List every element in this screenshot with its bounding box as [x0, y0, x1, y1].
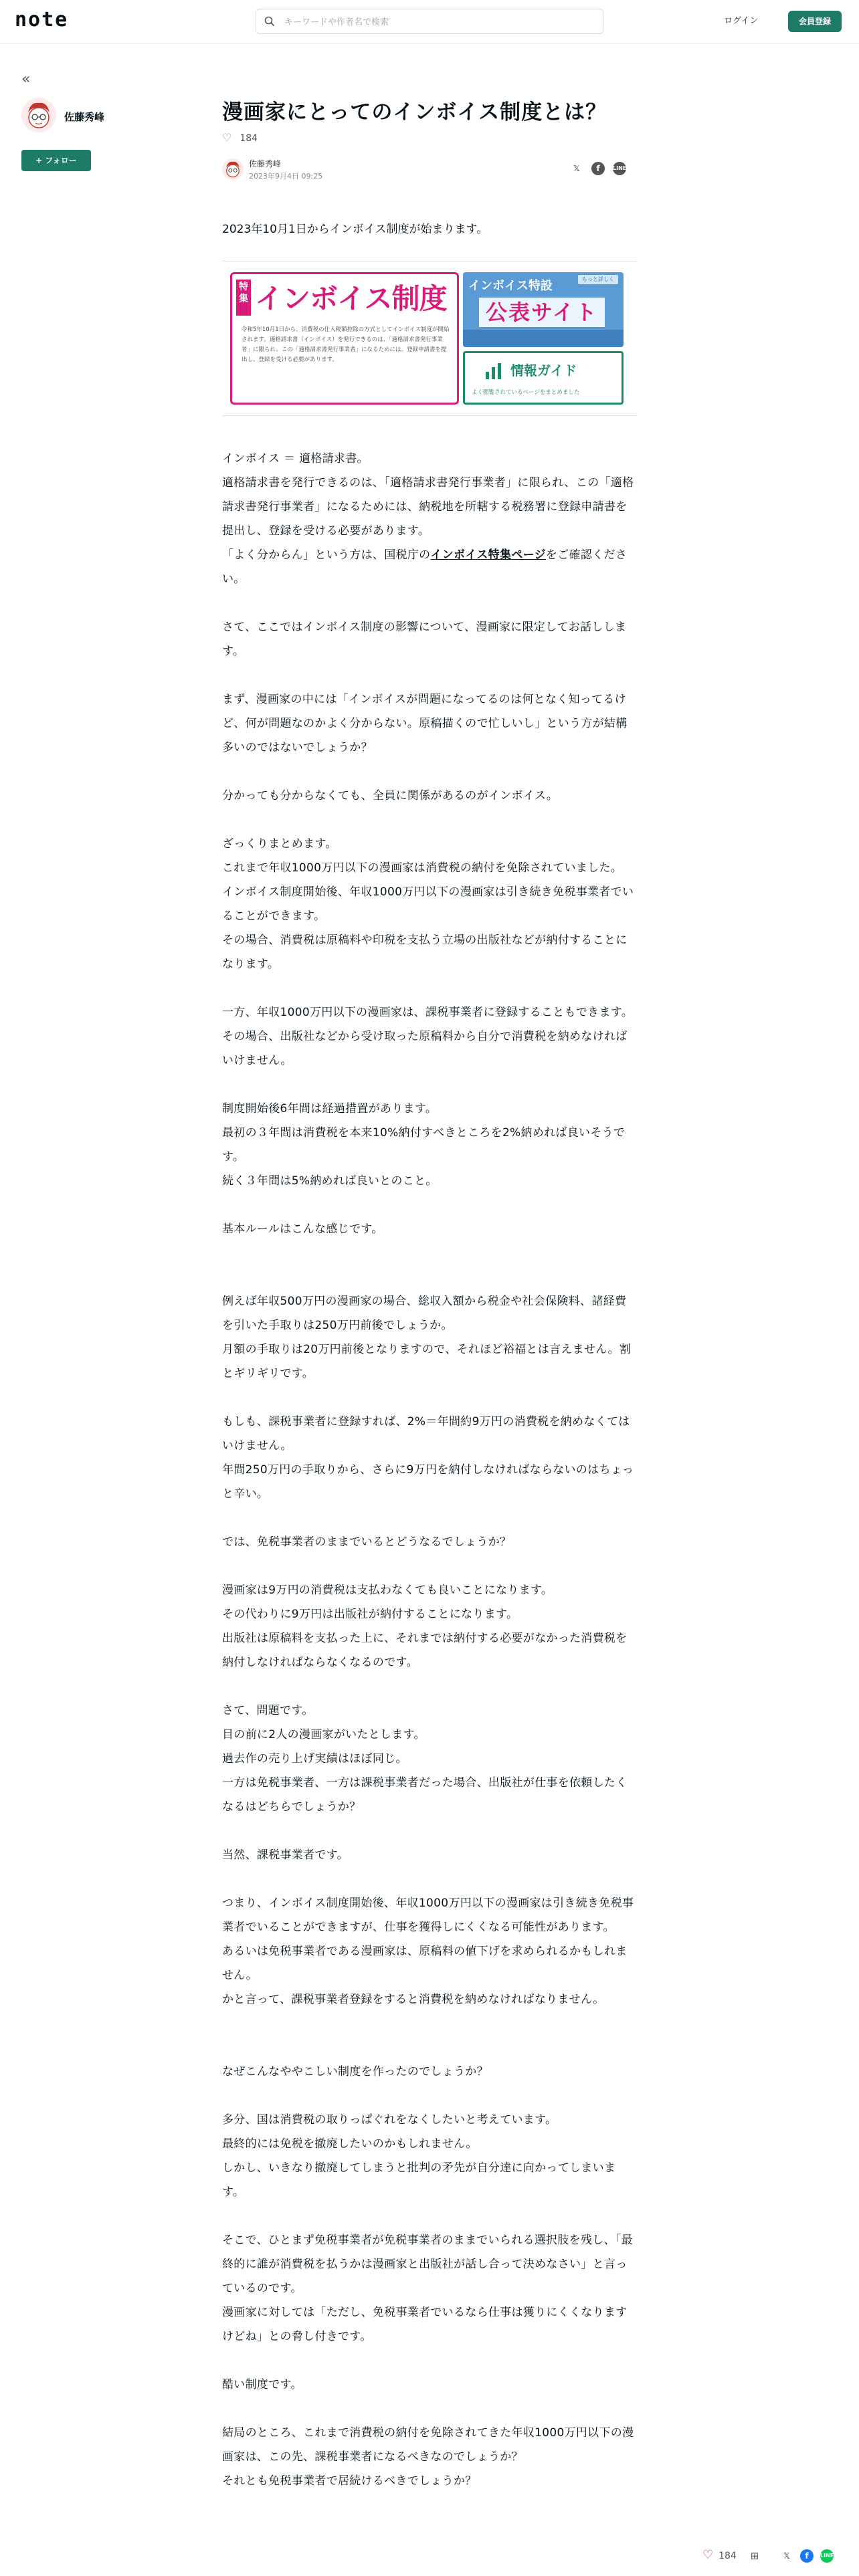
note-logo[interactable]: note — [15, 8, 69, 31]
search-icon — [264, 16, 275, 27]
paragraph: つまり、インボイス制度開始後、年収1000万円以下の漫画家は引き続き免税事業者でいることができますが、仕事を獲得しにくくなる可能性があります。 — [222, 1897, 634, 1934]
signup-button[interactable]: 会員登録 — [788, 11, 842, 32]
like-count: 184 — [240, 133, 258, 144]
paragraph: もしも、課税事業者に登録すれば、2%＝年間約9万円の消費税を納めなくてはいけません。 — [222, 1415, 630, 1453]
paragraph: 適格請求書を発行できるのは、「適格請求書発行事業者」に限られ、この「適格請求書発行事業者」になるためには、納税地を所轄する税務署に登録申請書を提出し、登録を受ける必要があります。 — [222, 476, 634, 538]
paragraph: 月額の手取りは20万円前後となりますので、それほど裕福とは言えません。割とギリギリです。 — [222, 1343, 632, 1380]
banner-guide-panel — [463, 351, 624, 405]
paragraph: 例えば年収500万円の漫画家の場合、総収入額から税金や社会保険料、諸経費を引いた手取りは250万円前後でしょうか。 — [222, 1295, 627, 1332]
invoice-banner-image[interactable] — [222, 261, 637, 416]
paragraph: 漫画家は9万円の消費税は支払わなくても良いことになります。 — [222, 1584, 553, 1597]
author-portrait-icon — [21, 98, 56, 132]
like-count: 184 — [719, 2551, 737, 2561]
paragraph: その場合、出版社などから受け取った原稿料から自分で消費税を納めなければいけません。 — [222, 1030, 628, 1067]
paragraph: しかし、いきなり撤廃してしまうと批判の矛先が自分達に向かってしまいます。 — [222, 2161, 616, 2199]
paragraph: 一方は免税事業者、一方は課税事業者だった場合、出版社が仕事を依頼したくなるはどちらでしょうか？ — [222, 1776, 628, 1814]
search-input[interactable] — [283, 13, 593, 31]
search-box[interactable] — [256, 9, 603, 34]
paragraph: インボイス制度開始後、年収1000万円以下の漫画家は引き続き免税事業者でいることができます。 — [222, 885, 634, 923]
banner-site-label: インボイス特設 — [468, 279, 553, 293]
like-count-top — [222, 131, 258, 144]
line-icon[interactable]: LINE — [613, 162, 626, 175]
heart-icon[interactable]: ♡ — [222, 131, 232, 144]
author-avatar[interactable] — [222, 158, 244, 180]
banner-guide-sub: よく閲覧されているページをまとめました — [472, 389, 580, 396]
paragraph: 過去作の売り上げ実績はほぼ同じ。 — [222, 1752, 407, 1765]
paragraph: 分かっても分からなくても、全員に関係があるのがインボイス。 — [222, 789, 559, 802]
paragraph: 酷い制度です。 — [222, 2378, 302, 2391]
paragraph: 「よく分からん」という方は、国税庁のインボイス特集ページをご確認ください。 — [222, 548, 628, 586]
paragraph: さて、ここではインボイス制度の影響について、漫画家に限定してお話しします。 — [222, 621, 627, 658]
collapse-sidebar-icon[interactable]: « — [21, 71, 31, 88]
paragraph: ざっくりまとめます。 — [222, 837, 337, 851]
paragraph: 当然、課税事業者です。 — [222, 1848, 349, 1862]
paragraph: 最終的には免税を撤廃したいのかもしれません。 — [222, 2137, 478, 2151]
paragraph: これまで年収1000万円以下の漫画家は消費税の納付を免除されていました。 — [222, 861, 623, 875]
facebook-icon[interactable]: f — [800, 2549, 814, 2563]
facebook-icon[interactable]: f — [591, 162, 605, 175]
banner-description: 令和5年10月1日から、消費税の仕入税額控除の方式としてインボイス制度が開始されます。適格請求書（インボイス）を発行できるのは、「適格請求書発行事業者」に限られ、この「適格請求書発行事業者」になるためには、登録申請書を提出し、登録を受ける必要があります。 — [242, 326, 450, 363]
x-icon[interactable]: 𝕏 — [573, 164, 580, 173]
paragraph: あるいは免税事業者である漫画家は、原稿料の値下げを求められるかもしれません。 — [222, 1945, 628, 1982]
paragraph: その代わりに9万円は出版社が納付することになります。 — [222, 1608, 518, 1621]
banner-stripe — [463, 330, 624, 347]
paragraph: 年間250万円の手取りから、さらに9万円を納付しなければならないのはちょっと辛い。 — [222, 1463, 634, 1501]
article-title: 漫画家にとってのインボイス制度とは？ — [222, 100, 607, 124]
article-body — [222, 447, 637, 2493]
paragraph: では、免税事業者のままでいるとどうなるでしょうか？ — [222, 1535, 512, 1549]
paragraph: 一方、年収1000万円以下の漫画家は、課税事業者に登録することもできます。 — [222, 1006, 634, 1019]
publish-date: 2023年9月4日 09:25 — [249, 172, 323, 181]
paragraph: そこで、ひとまず免税事業者が免税事業者のままでいられる選択肢を残し、「最終的に誰が消費税を払うかは漫画家と出版社が話し合って決めなさい」と言っているのです。 — [222, 2234, 633, 2295]
banner-site-big: 公表サイト — [479, 298, 605, 327]
author-name[interactable]: 佐藤秀峰 — [249, 159, 282, 169]
paragraph: インボイス ＝ 適格請求書。 — [222, 452, 369, 465]
banner-site-badge: もっと詳しく — [578, 275, 618, 284]
paragraph: 基本ルールはこんな感じです。 — [222, 1222, 383, 1236]
banner-guide-label: 情報ガイド — [510, 362, 577, 379]
banner-site-panel — [463, 272, 624, 347]
x-icon[interactable]: 𝕏 — [783, 2551, 790, 2561]
paragraph: まず、漫画家の中には「インボイスが問題になってるのは何となく知ってるけど、何が問題なのかよく分からない。原稿描くので忙しいし」という方が結構多いのではないでしょうか？ — [222, 693, 628, 754]
magazine-icon[interactable]: ⊞ — [750, 2550, 759, 2562]
paragraph: 出版社は原稿料を支払った上に、それまでは納付する必要がなかった消費税を納付しなければならなくなるのです。 — [222, 1632, 628, 1669]
paragraph: その場合、消費税は原稿料や印税を支払う立場の出版社などが納付することになります。 — [222, 934, 628, 971]
paragraph: 結局のところ、これまで消費税の納付を免除されてきた年収1000万円以下の漫画家は、この先、課税事業者になるべきなのでしょうか？ — [222, 2426, 634, 2464]
paragraph: 最初の３年間は消費税を本来10%納付すべきところを2%納めれば良いそうです。 — [222, 1126, 626, 1164]
paragraph: さて、問題です。 — [222, 1704, 314, 1717]
banner-tag: 特集 — [236, 280, 251, 316]
avatar[interactable] — [21, 98, 56, 132]
line-icon[interactable]: LINE — [820, 2549, 834, 2563]
login-link[interactable]: ログイン — [724, 16, 759, 26]
paragraph: 漫画家に対しては「ただし、免税事業者でいるなら仕事は獲りにくくなりますけどね」との脅し付きです。 — [222, 2306, 628, 2343]
paragraph: 目の前に2人の漫画家がいたとします。 — [222, 1728, 425, 1741]
paragraph: なぜこんなややこしい制度を作ったのでしょうか？ — [222, 2065, 488, 2078]
paragraph: 続く３年間は5%納めれば良いとのこと。 — [222, 1174, 438, 1188]
paragraph: 多分、国は消費税の取りっぱぐれをなくしたいと考えています。 — [222, 2113, 557, 2127]
sidebar-author-name[interactable]: 佐藤秀峰 — [64, 111, 105, 123]
invoice-feature-link[interactable]: インボイス特集ページ — [430, 548, 546, 562]
follow-button[interactable]: + フォロー — [21, 150, 91, 171]
banner-feature-panel — [230, 272, 459, 405]
heart-icon[interactable]: ♡ — [702, 2548, 714, 2562]
banner-headline: インボイス制度 — [255, 282, 447, 315]
paragraph: それとも免税事業者で居続けるべきでしょうか？ — [222, 2474, 477, 2488]
chart-icon — [484, 361, 504, 381]
like-count-bottom — [702, 2548, 737, 2562]
author-portrait-icon — [222, 158, 244, 180]
paragraph: かと言って、課税事業者登録をすると消費税を納めなければなりません。 — [222, 1993, 605, 2006]
paragraph: 制度開始後6年間は経過措置があります。 — [222, 1102, 438, 1115]
article-lead: 2023年10月1日からインボイス制度が始まります。 — [222, 223, 488, 236]
site-header — [0, 0, 859, 43]
